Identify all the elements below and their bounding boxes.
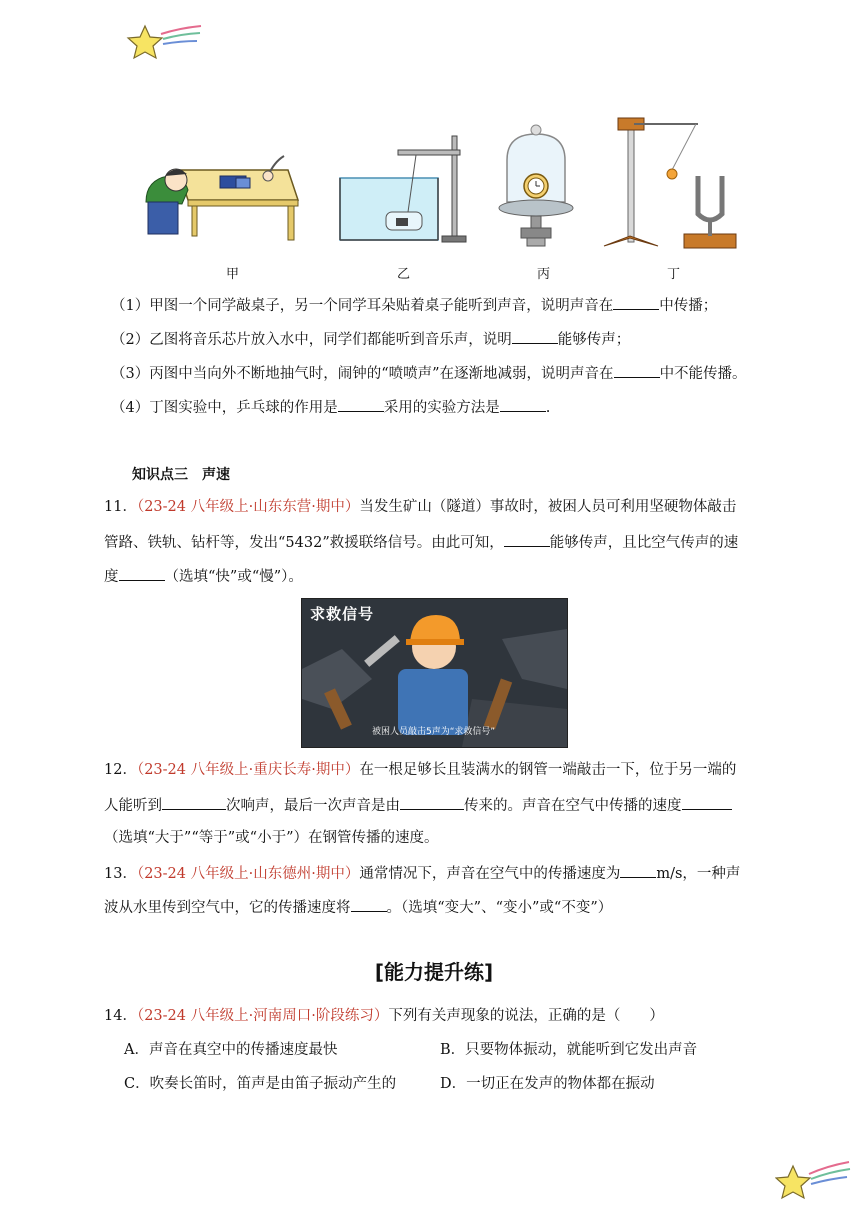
q14-stem: 14．（23-24 八年级上·河南周口·阶段练习）下列有关声现象的说法，正确的是（ ） <box>104 1008 664 1024</box>
answer-blank[interactable] <box>400 794 464 810</box>
answer-blank[interactable] <box>512 328 558 344</box>
q13-line-2: 波从水里传到空气中，它的传播速度将 。（选填“变大”、“变小”或“不变”） <box>104 896 612 918</box>
q12-line-3: （选填“大于”“等于”或“小于”）在钢管传播的速度。 <box>104 830 439 846</box>
answer-blank[interactable] <box>338 396 384 412</box>
answer-blank[interactable] <box>682 794 732 810</box>
q14-option-a[interactable]: A．声音在真空中的传播速度最快 <box>124 1042 338 1058</box>
answer-blank[interactable] <box>119 565 165 581</box>
question-source: （23-24 八年级上·山东德州·期中） <box>136 866 360 882</box>
caption-jia: 甲 <box>226 267 240 282</box>
q11-line-2: 管路、铁轨、钻杆等，发出“5432”救援联络信号。由此可知， 能够传声，且比空气传声的速 <box>104 531 738 553</box>
q10-item-1: （1）甲图一个同学敲桌子，另一个同学耳朵贴着桌子能听到声音，说明声音在 中传播； <box>111 294 717 316</box>
knowledge-heading: 知识点三 声速 <box>132 467 230 483</box>
image-caption: 被困人员敲击5声为“求救信号” <box>372 727 496 737</box>
question-source: （23-24 八年级上·山东东营·期中） <box>136 499 360 515</box>
answer-blank[interactable] <box>504 531 550 547</box>
caption-yi: 乙 <box>397 267 411 282</box>
answer-blank[interactable] <box>613 294 659 310</box>
figure-yi-water-tank <box>338 134 468 246</box>
question-number: 14． <box>104 1008 137 1024</box>
figure-ding-tuning-fork <box>600 112 742 252</box>
q11-line-3: 度 （选填“快”或“慢”）。 <box>104 565 303 587</box>
q14-option-b[interactable]: B．只要物体振动，就能听到它发出声音 <box>440 1042 698 1058</box>
answer-blank[interactable] <box>162 794 226 810</box>
answer-blank[interactable] <box>620 862 656 878</box>
answer-blank[interactable] <box>614 362 660 378</box>
question-number: 13． <box>104 866 137 882</box>
q14-option-d[interactable]: D．一切正在发声的物体都在振动 <box>440 1076 655 1092</box>
q10-item-3: （3）丙图中当向外不断地抽气时，闹钟的“喷喷声”在逐渐地减弱，说明声音在 中不能传播。 <box>111 362 747 384</box>
star-decoration-bottom <box>775 1158 855 1200</box>
image-title: 求救信号 <box>310 605 375 623</box>
figure-bing-bell-jar <box>497 124 575 250</box>
rescue-signal-image <box>301 598 568 748</box>
answer-blank[interactable] <box>500 396 546 412</box>
question-source: （23-24 八年级上·河南周口·阶段练习） <box>136 1008 389 1024</box>
q12-line-2: 人能听到 次响声，最后一次声音是由 传来的。声音在空气中传播的速度 <box>104 794 732 816</box>
q11-line-1: 11．（23-24 八年级上·山东东营·期中）当发生矿山（隧道）事故时，被困人员可利用坚硬物体敲击 <box>104 499 737 515</box>
star-decoration-top <box>125 22 205 62</box>
caption-bing: 丙 <box>537 267 551 282</box>
q13-line-1: 13．（23-24 八年级上·山东德州·期中）通常情况下，声音在空气中的传播速度为 m/s，一种声 <box>104 862 740 884</box>
question-number: 11． <box>104 499 137 515</box>
figure-jia-desk-experiment <box>138 140 304 244</box>
q10-item-4: （4）丁图实验中，乒乓球的作用是 采用的实验方法是 . <box>111 396 550 418</box>
section-title: [能力提升练] <box>374 960 494 984</box>
q12-line-1: 12．（23-24 八年级上·重庆长寿·期中）在一根足够长且装满水的钢管一端敲击一下，位于另一端的 <box>104 762 737 778</box>
answer-blank[interactable] <box>351 896 387 912</box>
question-source: （23-24 八年级上·重庆长寿·期中） <box>136 762 360 778</box>
q10-item-2: （2）乙图将音乐芯片放入水中，同学们都能听到音乐声，说明 能够传声； <box>111 328 630 350</box>
question-number: 12． <box>104 762 137 778</box>
caption-ding: 丁 <box>667 267 681 282</box>
q14-option-c[interactable]: C．吹奏长笛时，笛声是由笛子振动产生的 <box>124 1076 397 1092</box>
